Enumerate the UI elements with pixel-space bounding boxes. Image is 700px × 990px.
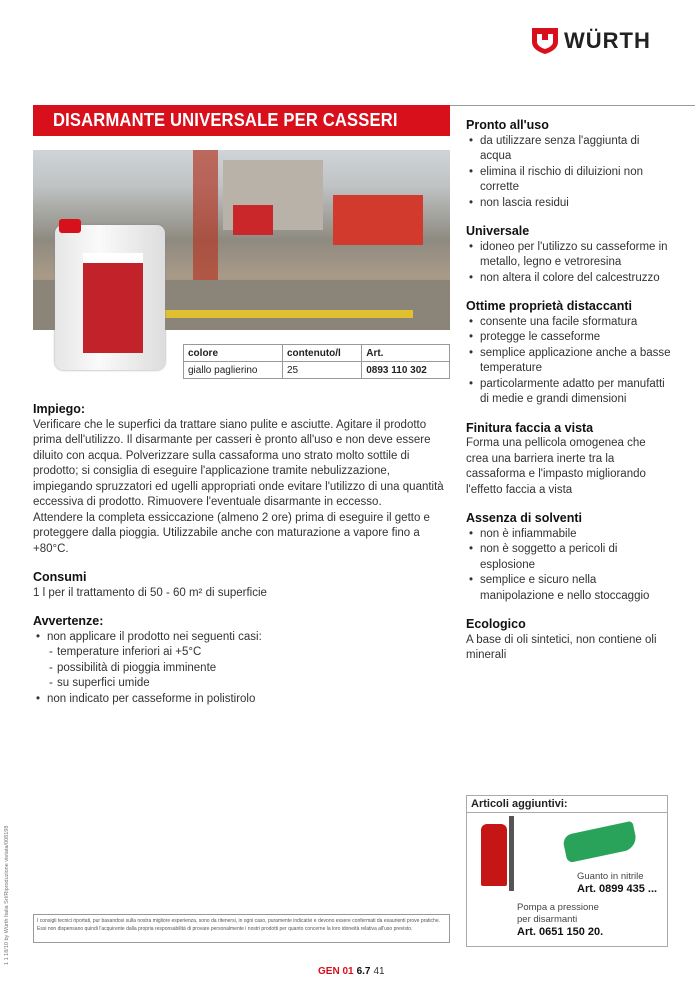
list-item: • idoneo per l'utilizzo su casseforme in metallo, legno e vetroresina <box>466 240 671 271</box>
list-item: • protegge le casseforme <box>466 330 671 346</box>
right-column <box>466 118 671 664</box>
consumi-heading: Consumi <box>33 570 87 584</box>
impiego-text: Verificare che le superfici da trattare siano pulite e asciutte. Agitare il prodotto prima dell'utilizzo. Il disarmante per casseri è pronto all'uso e non deve essere diluito con acqua. Polverizzare sulla cassaforma uno strato molto sottile di prodotto; si consiglia di eseguire l'applicazione tramite nebulizzazione, impiegando spruzzatori ed ugelli appropriati onde evitare l'utilizzo di una quantità eccessiva di prodotto. Rimuovere l'eventuale disarmante in eccesso. <box>33 418 444 508</box>
wurth-logo-icon <box>532 28 558 54</box>
table-header-row <box>184 345 450 362</box>
wurth-logo <box>532 28 651 54</box>
list-subitem: - temperature inferiori ai +5°C <box>45 645 448 661</box>
page-num: 41 <box>373 966 385 977</box>
ecologico-text: A base di oli sintetici, non contiene oli minerali <box>466 633 657 661</box>
list-item: • non indicato per casseforme in polistirolo <box>33 692 448 708</box>
page-section: GEN 01 <box>318 966 354 977</box>
solventi-heading: Assenza di solventi <box>466 511 583 525</box>
solventi-list <box>466 527 671 605</box>
side-note: 1 1 18/10 by Würth Italia Srl/Riproduzione vietata/008198 <box>4 825 10 965</box>
header-colore: colore <box>184 345 283 362</box>
pump-name-2: per disarmanti <box>517 914 578 925</box>
cell-art: 0893 110 302 <box>362 362 450 379</box>
pronto-list <box>466 134 671 212</box>
list-subitem: - su superfici umide <box>45 676 448 692</box>
brand-name: WÜRTH <box>564 28 651 53</box>
list-item: • semplice e sicuro nella manipolazione e nello stoccaggio <box>466 573 671 604</box>
list-item: • non è infiammabile <box>466 527 671 543</box>
finitura-text: Forma una pellicola omogenea che crea una barriera inerte tra la cassaforma e l'impasto migliorando l'effetto faccia a vista <box>466 437 646 496</box>
pump-article-number: Art. 0651 150 20. <box>517 926 604 938</box>
avvertenze-list <box>33 630 448 708</box>
consumi-text: 1 l per il trattamento di 50 - 60 m² di superficie <box>33 586 267 599</box>
ecologico-heading: Ecologico <box>466 617 526 631</box>
additional-articles-box <box>466 795 668 947</box>
finitura-heading: Finitura faccia a vista <box>466 420 594 435</box>
impiego-heading: Impiego: <box>33 402 86 416</box>
header-contenuto: contenuto/l <box>282 345 361 362</box>
glove-caption <box>577 871 657 895</box>
list-item: • non altera il colore del calcestruzzo <box>466 271 671 287</box>
list-item: • non lascia residui <box>466 196 671 212</box>
list-subitem: - possibilità di pioggia imminente <box>45 661 448 677</box>
list-item: • da utilizzare senza l'aggiunta di acqua <box>466 134 671 165</box>
list-item: • consente una facile sformatura <box>466 315 671 331</box>
pump-caption <box>517 902 603 938</box>
product-canister-image <box>55 225 165 370</box>
cell-colore: giallo paglierino <box>184 362 283 379</box>
table-row <box>184 362 450 379</box>
page-subsection: 6.7 <box>356 966 371 977</box>
additional-articles-heading: Articoli aggiuntivi: <box>467 796 667 813</box>
list-item: • particolarmente adatto per manufatti di medie e grandi dimensioni <box>466 377 671 408</box>
list-item: • non applicare il prodotto nei seguenti casi: <box>33 630 448 646</box>
list-item: • non è soggetto a pericoli di esplosione <box>466 542 671 573</box>
pronto-heading: Pronto all'uso <box>466 118 549 132</box>
cell-contenuto: 25 <box>282 362 361 379</box>
list-item: • semplice applicazione anche a basse temperature <box>466 346 671 377</box>
pressure-pump-image <box>481 824 507 886</box>
page-number <box>318 966 385 977</box>
title-bar <box>33 105 450 136</box>
glove-name: Guanto in nitrile <box>577 871 644 882</box>
product-spec-table <box>183 344 450 379</box>
universale-heading: Universale <box>466 224 530 238</box>
distaccanti-heading: Ottime proprietà distaccanti <box>466 299 633 313</box>
left-column <box>33 402 448 707</box>
impiego-text-2: Attendere la completa essiccazione (almeno 2 ore) prima di eseguire il getto e proteggere dalla pioggia. Utilizzabile anche con maturazione a vapore fino a +80°C. <box>33 511 430 555</box>
pump-name: Pompa a pressione <box>517 902 599 913</box>
distaccanti-list <box>466 315 671 408</box>
nitrile-glove-image <box>562 821 638 863</box>
list-item: • elimina il rischio di diluizioni non corrette <box>466 165 671 196</box>
universale-list <box>466 240 671 287</box>
page-title: DISARMANTE UNIVERSALE PER CASSERI <box>53 110 398 130</box>
glove-article-number: Art. 0899 435 ... <box>577 883 658 895</box>
avvertenze-heading: Avvertenze: <box>33 614 104 628</box>
divider <box>450 105 695 106</box>
header-art: Art. <box>362 345 450 362</box>
disclaimer-box: I consigli tecnici riportati, pur basandosi sulla nostra migliore esperienza, sono da ritenersi, in ogni caso, puramente indicativi e devono essere confermati da esaurienti prove pratiche. Essi non dispensano quindi l'acquirente dalla propria responsabilità di provare personalmente i nostri prodotti per quanto concerne la loro idoneità relativa all'uso previsto. <box>33 914 450 943</box>
